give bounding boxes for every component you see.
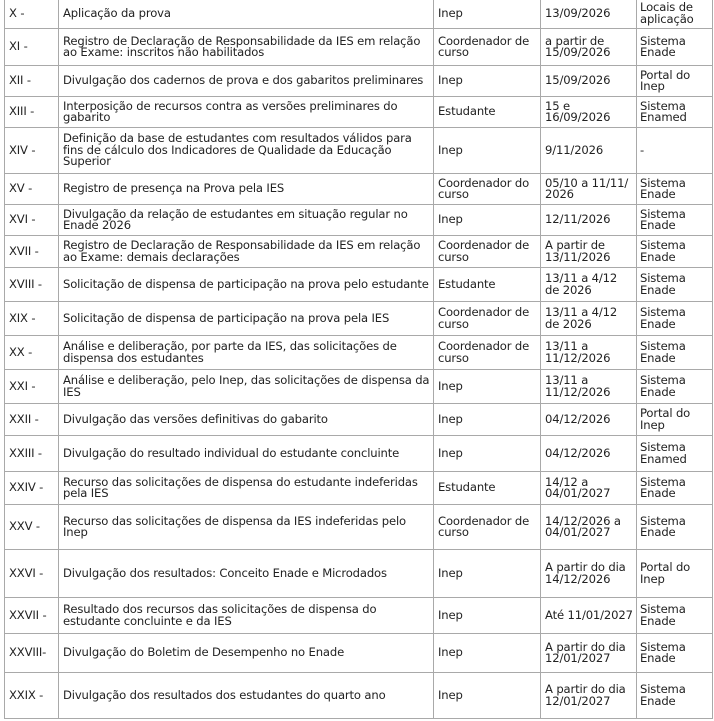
activity-description: Divulgação dos resultados: Conceito Enade e Microdados bbox=[59, 550, 434, 598]
activity-location: Sistema Enade bbox=[637, 505, 713, 550]
activity-location: Sistema Enade bbox=[637, 29, 713, 66]
activity-description: Aplicação da prova bbox=[59, 0, 434, 29]
activity-description: Análise e deliberação, pelo Inep, das solicitações de dispensa da IES bbox=[59, 370, 434, 404]
activity-location: Sistema Enade bbox=[637, 634, 713, 673]
activity-description: Interposição de recursos contra as versões preliminares do gabarito bbox=[59, 97, 434, 128]
activity-description: Registro de presença na Prova pela IES bbox=[59, 174, 434, 205]
activity-date: A partir do dia 14/12/2026 bbox=[541, 550, 637, 598]
activity-location: Portal do Inep bbox=[637, 404, 713, 436]
schedule-row-13 bbox=[5, 404, 713, 436]
responsible-party: Inep bbox=[434, 673, 541, 719]
schedule-table-body bbox=[5, 0, 713, 719]
activity-location: Sistema Enade bbox=[637, 673, 713, 719]
activity-description: Divulgação dos cadernos de prova e dos gabaritos preliminares bbox=[59, 66, 434, 97]
responsible-party: Inep bbox=[434, 404, 541, 436]
responsible-party: Estudante bbox=[434, 97, 541, 128]
activity-date: Até 11/01/2027 bbox=[541, 598, 637, 634]
activity-description: Divulgação do resultado individual do estudante concluinte bbox=[59, 436, 434, 472]
responsible-party: Inep bbox=[434, 0, 541, 29]
responsible-party: Inep bbox=[434, 66, 541, 97]
item-number: XII - bbox=[5, 66, 59, 97]
item-number: XI - bbox=[5, 29, 59, 66]
item-number: XXIX - bbox=[5, 673, 59, 719]
activity-date: 13/11 a 4/12 de 2026 bbox=[541, 268, 637, 302]
responsible-party: Inep bbox=[434, 128, 541, 174]
responsible-party: Coordenador de curso bbox=[434, 302, 541, 336]
responsible-party: Estudante bbox=[434, 472, 541, 505]
activity-location: Sistema Enade bbox=[637, 598, 713, 634]
activity-date: 13/11 a 11/12/2026 bbox=[541, 336, 637, 370]
responsible-party: Inep bbox=[434, 370, 541, 404]
activity-date: A partir do dia 12/01/2027 bbox=[541, 634, 637, 673]
activity-location: Sistema Enamed bbox=[637, 97, 713, 128]
schedule-row-12 bbox=[5, 370, 713, 404]
activity-date: a partir de 15/09/2026 bbox=[541, 29, 637, 66]
item-number: XVII - bbox=[5, 236, 59, 268]
activity-location: Sistema Enade bbox=[637, 268, 713, 302]
schedule-row-17 bbox=[5, 550, 713, 598]
responsible-party: Inep bbox=[434, 550, 541, 598]
activity-location: Locais de aplicação bbox=[637, 0, 713, 29]
activity-date: A partir do dia 12/01/2027 bbox=[541, 673, 637, 719]
activity-description: Recurso das solicitações de dispensa da IES indeferidas pelo Inep bbox=[59, 505, 434, 550]
activity-date: 15 e 16/09/2026 bbox=[541, 97, 637, 128]
item-number: XV - bbox=[5, 174, 59, 205]
activity-description: Divulgação da relação de estudantes em situação regular no Enade 2026 bbox=[59, 205, 434, 236]
schedule-row-4 bbox=[5, 97, 713, 128]
activity-description: Registro de Declaração de Responsabilidade da IES em relação ao Exame: demais declarações bbox=[59, 236, 434, 268]
activity-location: Sistema Enade bbox=[637, 472, 713, 505]
schedule-row-2 bbox=[5, 29, 713, 66]
schedule-row-10 bbox=[5, 302, 713, 336]
activity-location: Sistema Enade bbox=[637, 236, 713, 268]
item-number: XXV - bbox=[5, 505, 59, 550]
item-number: X - bbox=[5, 0, 59, 29]
activity-date: 14/12 a 04/01/2027 bbox=[541, 472, 637, 505]
responsible-party: Coordenador do curso bbox=[434, 174, 541, 205]
activity-location: Sistema Enade bbox=[637, 302, 713, 336]
activity-date: 15/09/2026 bbox=[541, 66, 637, 97]
activity-description: Definição da base de estudantes com resultados válidos para fins de cálculo dos Indicadores de Qualidade da Educação Superior bbox=[59, 128, 434, 174]
item-number: XXVII - bbox=[5, 598, 59, 634]
responsible-party: Inep bbox=[434, 598, 541, 634]
schedule-row-3 bbox=[5, 66, 713, 97]
activity-location: Sistema Enade bbox=[637, 336, 713, 370]
schedule-row-19 bbox=[5, 634, 713, 673]
activity-date: 13/09/2026 bbox=[541, 0, 637, 29]
activity-description: Divulgação das versões definitivas do gabarito bbox=[59, 404, 434, 436]
activity-date: 14/12/2026 a 04/01/2027 bbox=[541, 505, 637, 550]
schedule-row-6 bbox=[5, 174, 713, 205]
item-number: XX - bbox=[5, 336, 59, 370]
schedule-row-16 bbox=[5, 505, 713, 550]
activity-location: Sistema Enade bbox=[637, 370, 713, 404]
activity-description: Solicitação de dispensa de participação na prova pela IES bbox=[59, 302, 434, 336]
activity-description: Recurso das solicitações de dispensa do estudante indeferidas pela IES bbox=[59, 472, 434, 505]
activity-location: Sistema Enade bbox=[637, 205, 713, 236]
activity-date: 05/10 a 11/11/ 2026 bbox=[541, 174, 637, 205]
activity-date: 9/11/2026 bbox=[541, 128, 637, 174]
activity-description: Análise e deliberação, por parte da IES, das solicitações de dispensa dos estudantes bbox=[59, 336, 434, 370]
activity-description: Divulgação do Boletim de Desempenho no Enade bbox=[59, 634, 434, 673]
schedule-row-1 bbox=[5, 0, 713, 29]
item-number: XIX - bbox=[5, 302, 59, 336]
schedule-row-18 bbox=[5, 598, 713, 634]
item-number: XXI - bbox=[5, 370, 59, 404]
schedule-row-7 bbox=[5, 205, 713, 236]
activity-date: 04/12/2026 bbox=[541, 436, 637, 472]
activity-description: Solicitação de dispensa de participação na prova pelo estudante bbox=[59, 268, 434, 302]
activity-location: Sistema Enade bbox=[637, 174, 713, 205]
activity-location: Portal do Inep bbox=[637, 550, 713, 598]
activity-location: Portal do Inep bbox=[637, 66, 713, 97]
responsible-party: Inep bbox=[434, 634, 541, 673]
activity-date: 04/12/2026 bbox=[541, 404, 637, 436]
item-number: XVIII - bbox=[5, 268, 59, 302]
item-number: XXIV - bbox=[5, 472, 59, 505]
item-number: XXVI - bbox=[5, 550, 59, 598]
activity-description: Registro de Declaração de Responsabilidade da IES em relação ao Exame: inscritos não habilitados bbox=[59, 29, 434, 66]
responsible-party: Inep bbox=[434, 205, 541, 236]
item-number: XXIII - bbox=[5, 436, 59, 472]
responsible-party: Coordenador de curso bbox=[434, 336, 541, 370]
schedule-row-11 bbox=[5, 336, 713, 370]
item-number: XXVIII- bbox=[5, 634, 59, 673]
activity-description: Resultado dos recursos das solicitações de dispensa do estudante concluinte e da IES bbox=[59, 598, 434, 634]
responsible-party: Inep bbox=[434, 436, 541, 472]
responsible-party: Coordenador de curso bbox=[434, 505, 541, 550]
item-number: XIII - bbox=[5, 97, 59, 128]
activity-date: 13/11 a 4/12 de 2026 bbox=[541, 302, 637, 336]
item-number: XVI - bbox=[5, 205, 59, 236]
responsible-party: Estudante bbox=[434, 268, 541, 302]
activity-date: A partir de 13/11/2026 bbox=[541, 236, 637, 268]
activity-description: Divulgação dos resultados dos estudantes do quarto ano bbox=[59, 673, 434, 719]
activity-date: 13/11 a 11/12/2026 bbox=[541, 370, 637, 404]
activity-date: 12/11/2026 bbox=[541, 205, 637, 236]
responsible-party: Coordenador de curso bbox=[434, 29, 541, 66]
schedule-row-14 bbox=[5, 436, 713, 472]
item-number: XIV - bbox=[5, 128, 59, 174]
schedule-row-20 bbox=[5, 673, 713, 719]
schedule-row-15 bbox=[5, 472, 713, 505]
schedule-row-5 bbox=[5, 128, 713, 174]
activity-location: Sistema Enamed bbox=[637, 436, 713, 472]
item-number: XXII - bbox=[5, 404, 59, 436]
activity-location: - bbox=[637, 128, 713, 174]
schedule-row-9 bbox=[5, 268, 713, 302]
exam-schedule-table bbox=[4, 0, 713, 719]
schedule-row-8 bbox=[5, 236, 713, 268]
responsible-party: Coordenador de curso bbox=[434, 236, 541, 268]
